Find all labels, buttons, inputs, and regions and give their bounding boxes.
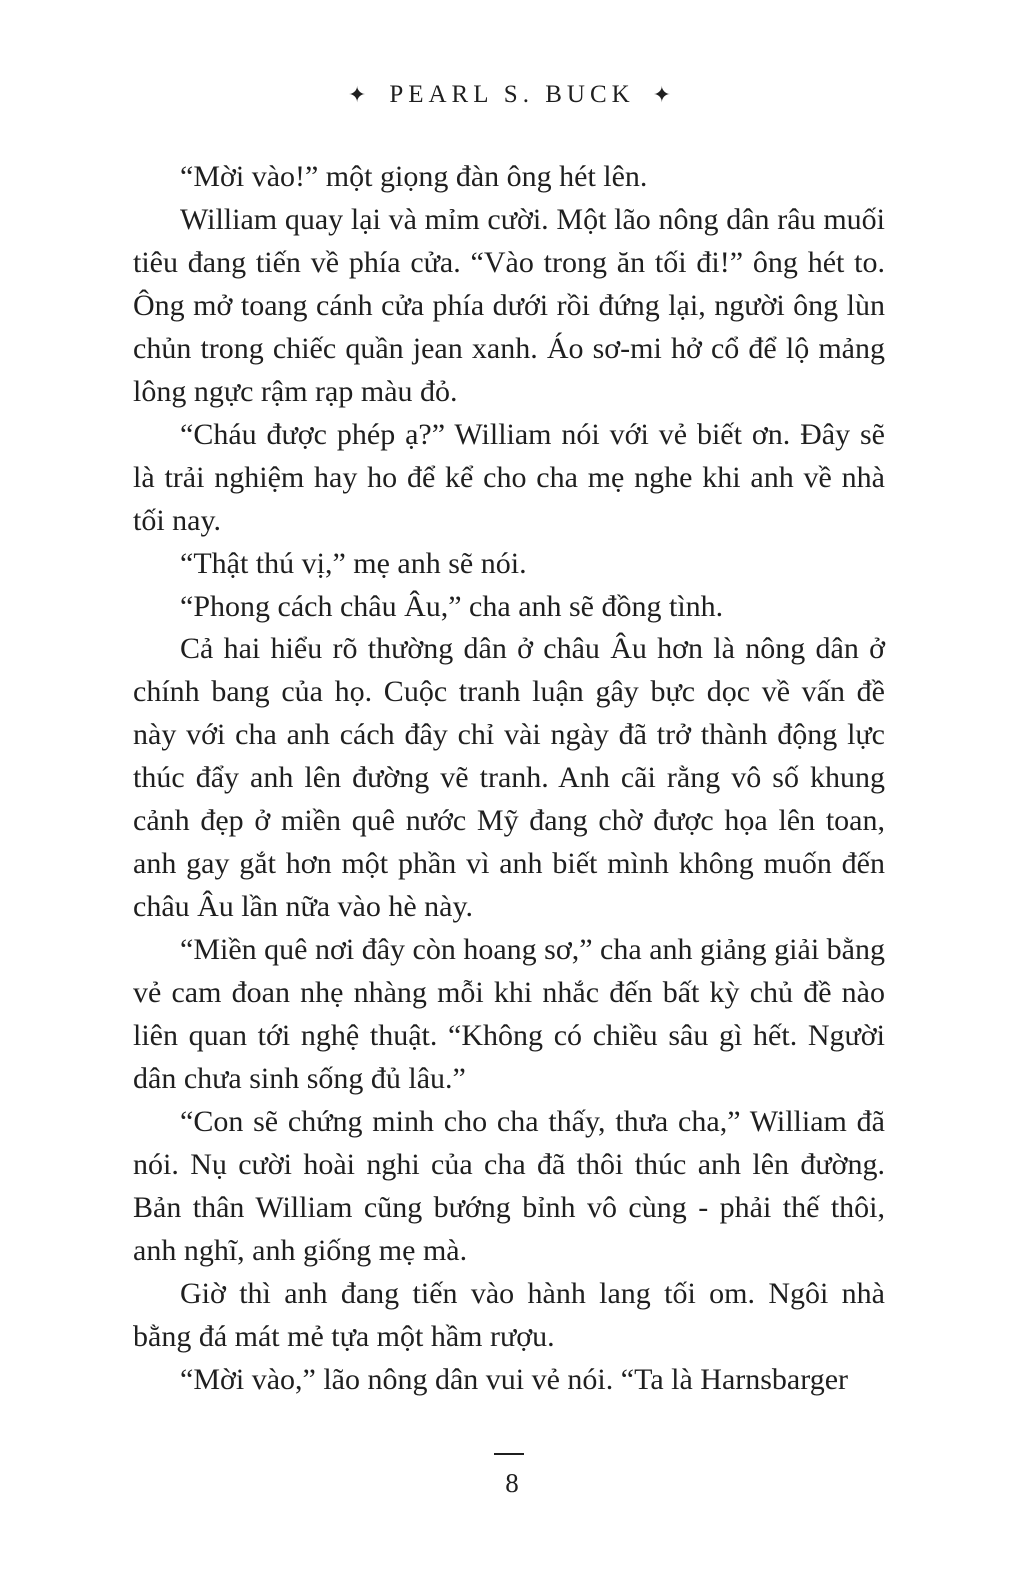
footer-rule bbox=[494, 1453, 524, 1455]
paragraph: William quay lại và mỉm cười. Một lão nông dân râu muối tiêu đang tiến về phía cửa. “Vào trong ăn tối đi!” ông hét to. Ông mở toang cánh cửa phía dưới rồi đứng lại, người ông lùn chủn trong chiếc quần jean xanh. Áo sơ-mi hở cổ để lộ mảng lông ngực rậm rạp màu đỏ. bbox=[133, 202, 885, 408]
paragraph: “Miền quê nơi đây còn hoang sơ,” cha anh giảng giải bằng vẻ cam đoan nhẹ nhàng mỗi khi nhắc đến bất kỳ chủ đề nào liên quan tới nghệ thuật. “Không có chiều sâu gì hết. Người dân chưa sinh sống đủ lâu.” bbox=[133, 933, 885, 1096]
ornament-right-icon: ✦ bbox=[652, 82, 677, 107]
ornament-left-icon: ✦ bbox=[347, 82, 372, 107]
paragraph: “Con sẽ chứng minh cho cha thấy, thưa cha,” William đã nói. Nụ cười hoài nghi của cha đã thôi thúc anh lên đường. Bản thân William cũng bướng bỉnh vô cùng - phải thế thôi, anh nghĩ, anh giống mẹ mà. bbox=[133, 1104, 885, 1267]
paragraph: “Cháu được phép ạ?” William nói với vẻ biết ơn. Đây sẽ là trải nghiệm hay ho để kể cho cha mẹ nghe khi anh về nhà tối nay. bbox=[133, 417, 885, 537]
paragraph: Giờ thì anh đang tiến vào hành lang tối om. Ngôi nhà bằng đá mát mẻ tựa một hầm rượu. bbox=[133, 1276, 885, 1353]
paragraph: “Mời vào,” lão nông dân vui vẻ nói. “Ta là Harnsbarger bbox=[180, 1362, 848, 1396]
body-text bbox=[133, 156, 885, 1402]
running-header bbox=[0, 78, 1024, 112]
page-number: 8 bbox=[505, 1468, 519, 1498]
paragraph: “Phong cách châu Âu,” cha anh sẽ đồng tình. bbox=[180, 589, 724, 623]
author-name: PEARL S. BUCK bbox=[389, 81, 635, 108]
paragraph: Cả hai hiểu rõ thường dân ở châu Âu hơn là nông dân ở chính bang của họ. Cuộc tranh luận gây bực dọc về vấn đề này với cha anh cách đây chỉ vài ngày đã trở thành động lực thúc đẩy anh lên đường vẽ tranh. Anh cãi rằng vô số khung cảnh đẹp ở miền quê nước Mỹ đang chờ được họa lên toan, anh gay gắt hơn một phần vì anh biết mình không muốn đến châu Âu lần nữa vào hè này. bbox=[133, 632, 885, 924]
paragraph: “Thật thú vị,” mẹ anh sẽ nói. bbox=[180, 546, 527, 580]
paragraph: “Mời vào!” một giọng đàn ông hét lên. bbox=[180, 160, 648, 193]
